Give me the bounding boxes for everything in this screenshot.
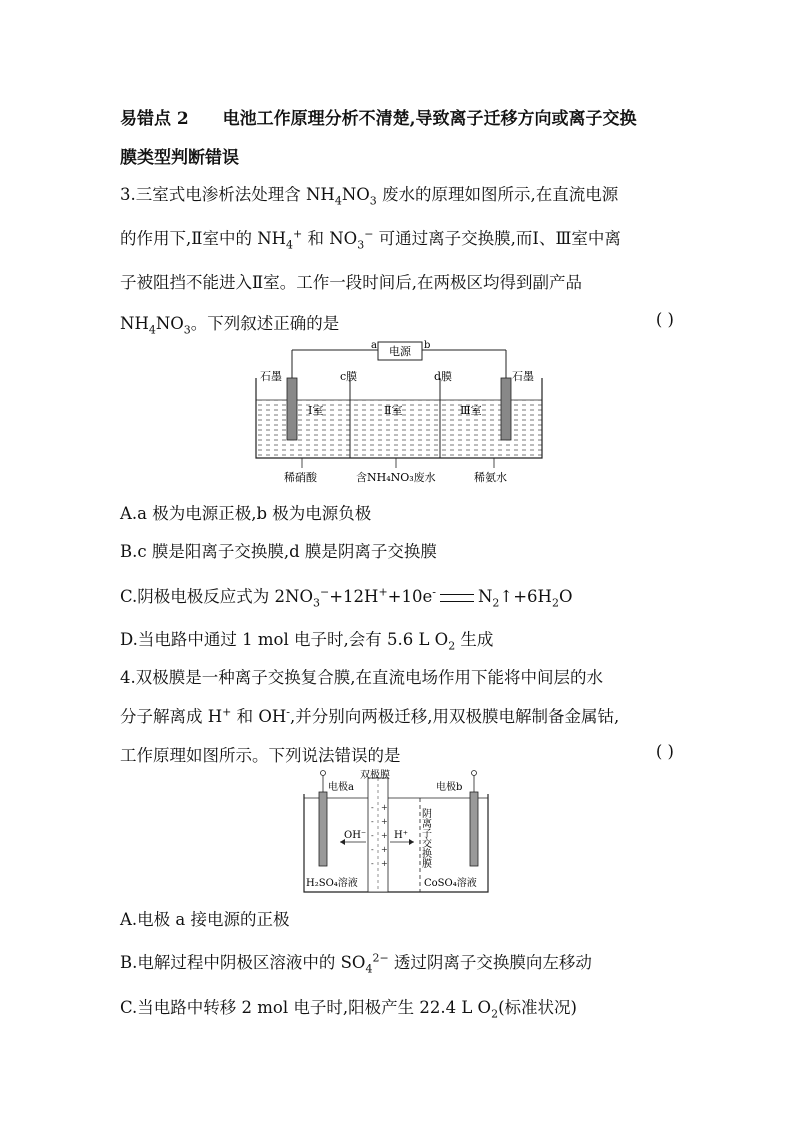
svg-text:-: - (371, 803, 374, 812)
terminal-b: b (424, 340, 431, 351)
q3-electrodialysis-figure (250, 338, 550, 488)
q3-line1: 3.三室式电渗析法处理含 $NH_4NO_3$ 废水的原理如图所示,在直流电源 (120, 185, 619, 208)
right-electrode-label: 石墨 (512, 370, 534, 383)
right-graphite-electrode (501, 378, 511, 440)
svg-text:+: + (381, 817, 388, 826)
q3-option-d: D.当电路中通过 1 mol 电子时,会有 5.6 L $O_2$ 生成 (120, 630, 494, 653)
room-3-label: Ⅲ室 (460, 404, 482, 417)
q3-answer-blank: ( ) (655, 310, 674, 329)
electrode-a (319, 792, 327, 866)
electrode-a-label: 电极a (328, 782, 354, 793)
room-2-label: Ⅱ室 (384, 404, 403, 417)
power-source-label: 电源 (389, 345, 411, 358)
sulfuric-acid-label: H₂SO₄溶液 (306, 878, 358, 889)
dilute-ammonia-label: 稀氨水 (474, 471, 507, 484)
cobalt-sulfate-label: CoSO₄溶液 (424, 878, 477, 889)
anion-membrane-label: 阴离子交换膜 (419, 808, 431, 868)
section-title-line1: 电池工作原理分析不清楚,导致离子迁移方向或离子交换 (222, 109, 637, 129)
svg-text:+: + (381, 845, 388, 854)
equals-sign (440, 594, 474, 602)
svg-text:+: + (381, 803, 388, 812)
q3-line4: $NH_4NO_3$。下列叙述正确的是 ( ) (120, 310, 674, 337)
section-heading (120, 104, 637, 129)
q4-line1: 4.双极膜是一种离子交换复合膜,在直流电场作用下能将中间层的水 (120, 668, 603, 687)
c-membrane-label: c膜 (340, 370, 358, 383)
section-label: 易错点 2 (120, 109, 189, 129)
d-membrane-label: d膜 (434, 370, 453, 383)
q3-line3: 子被阻挡不能进入Ⅱ室。工作一段时间后,在两极区均得到副产品 (120, 273, 582, 292)
hydroxide-ion-label: OH⁻ (344, 830, 367, 841)
left-electrode-label: 石墨 (260, 370, 282, 383)
q4-line3: 工作原理如图所示。下列说法错误的是 ( ) (120, 742, 674, 765)
q4-option-a: A.电极 a 接电源的正极 (120, 910, 290, 929)
electrode-b-label: 电极b (436, 782, 463, 793)
svg-text:+: + (381, 831, 388, 840)
wastewater-label: 含NH₄NO₃废水 (356, 471, 436, 484)
q3-option-b: B.c 膜是阳离子交换膜,d 膜是阴离子交换膜 (120, 542, 437, 561)
terminal-a: a (371, 340, 377, 351)
q3-line2: 的作用下,Ⅱ室中的 $NH_4^+$ 和 $NO_3^-$ 可通过离子交换膜,而Ⅰ、Ⅲ室中离 (120, 227, 621, 252)
q4-option-b: B.电解过程中阴极区溶液中的 $SO_4^{2-}$ 透过阴离子交换膜向左移动 (120, 951, 592, 976)
q4-option-c: C.当电路中转移 2 mol 电子时,阳极产生 22.4 L $O_2$(标准状况) (120, 998, 577, 1021)
svg-text:-: - (371, 817, 374, 826)
q4-bipolar-membrane-figure (298, 768, 494, 896)
q3-option-c: C.阴极电极反应式为 $2NO_3^-+12H^++10e^-$ $N_2↑+6H_2O$ (120, 585, 573, 610)
q4-answer-blank: ( ) (655, 742, 674, 761)
hydrogen-ion-label: H⁺ (394, 830, 408, 841)
section-title-line2: 膜类型判断错误 (120, 148, 239, 168)
q3-option-a: A.a 极为电源正极,b 极为电源负极 (120, 504, 372, 523)
bipolar-membrane-label: 双极膜 (360, 770, 390, 781)
room-1-label: Ⅰ室 (308, 404, 324, 417)
electrode-b (470, 792, 478, 866)
svg-text:-: - (371, 845, 374, 854)
svg-text:-: - (371, 859, 374, 868)
left-graphite-electrode (287, 378, 297, 440)
dilute-nitric-acid-label: 稀硝酸 (284, 471, 317, 484)
q4-line2: 分子解离成 H+ 和 OH-,并分别向两极迁移,用双极膜电解制备金属钴, (120, 705, 620, 726)
svg-text:+: + (381, 859, 388, 868)
svg-text:-: - (371, 831, 374, 840)
